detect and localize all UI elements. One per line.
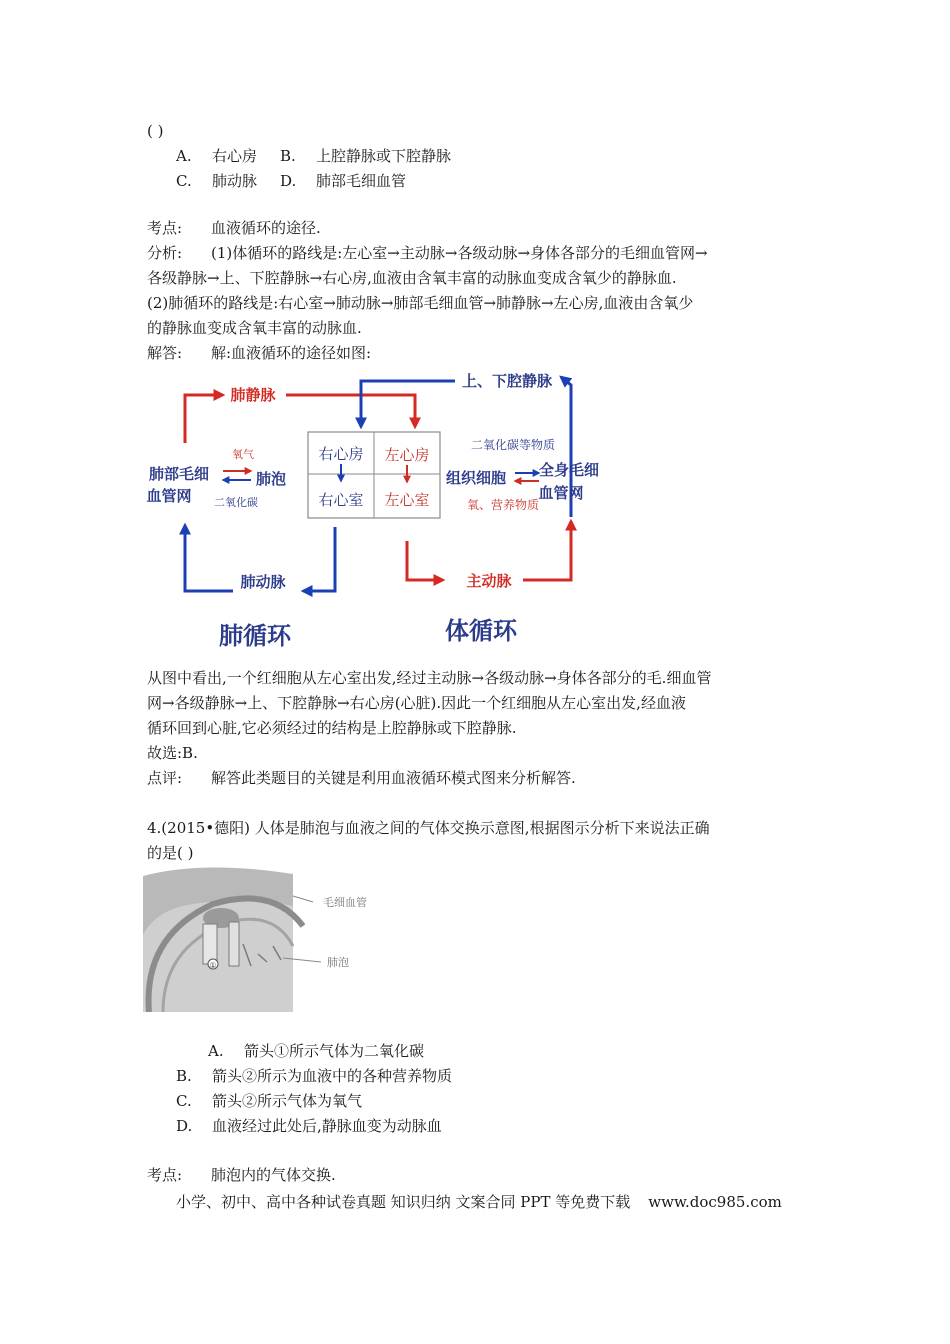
- systemic-circulation-title: 体循环: [445, 617, 517, 645]
- kaodian-row: [147, 218, 321, 238]
- jieda-text: 解:血液循环的途径如图:: [211, 344, 372, 362]
- pulmonary-circulation-title: 肺循环: [219, 622, 291, 650]
- option-a-text: 右心房: [212, 147, 258, 165]
- q4-option-c: [176, 1091, 362, 1111]
- q4-stem-line-1: 4.(2015•德阳) 人体是肺泡与血液之间的气体交换示意图,根据图示分析下来说法正确: [147, 819, 710, 837]
- fenxi-line-2b: 的静脉血变成含氧丰富的动脉血.: [147, 319, 362, 337]
- option-c-text: 肺动脉: [212, 172, 258, 190]
- kaodian-text: 血液循环的途径.: [211, 219, 321, 237]
- q4-kaodian-label: 考点:: [147, 1166, 183, 1184]
- q4-option-c-text: 箭头②所示气体为氧气: [212, 1092, 363, 1110]
- q4-option-a-label: A.: [208, 1042, 224, 1060]
- fenxi-label: 分析:: [147, 244, 183, 262]
- q4-option-a: [208, 1041, 424, 1061]
- dianping-text: 解答此类题目的关键是利用血液循环模式图来分析解答.: [211, 769, 576, 787]
- alveolus-label: 肺泡: [255, 470, 287, 488]
- option-row-cd: [176, 171, 406, 191]
- marker-1: ①: [209, 961, 217, 970]
- q4-option-d-label: D.: [176, 1117, 193, 1135]
- option-b-text: 上腔静脉或下腔静脉: [316, 147, 452, 165]
- option-a-label: A.: [176, 147, 192, 165]
- co2-lung-label: 二氧化碳: [214, 496, 258, 509]
- q4-option-d-text: 血液经过此处后,静脉血变为动脉血: [212, 1117, 442, 1135]
- footer-text: 小学、初中、高中各种试卷真题 知识归纳 文案合同 PPT 等免费下载: [176, 1193, 631, 1211]
- vena-cava-label: 上、下腔静脉: [461, 372, 553, 390]
- q4-option-a-text: 箭头①所示气体为二氧化碳: [244, 1042, 425, 1060]
- answer-paren: ( ): [147, 122, 164, 140]
- alveolus-photo-label: 肺泡: [327, 956, 349, 969]
- fenxi-line-1b: 各级静脉→上、下腔静脉→右心房,血液由含氧丰富的动脉血变成含氧少的静脉血.: [147, 269, 677, 287]
- kaodian-label: 考点:: [147, 219, 183, 237]
- lung-capillary-label-2: 血管网: [146, 487, 192, 505]
- right-atrium-label: 右心房: [318, 445, 364, 463]
- jieda-row: [147, 343, 371, 363]
- circulation-diagram: [143, 365, 603, 655]
- jieda-label: 解答:: [147, 344, 183, 362]
- option-row-ab: [176, 146, 451, 166]
- q4-kaodian-text: 肺泡内的气体交换.: [211, 1166, 336, 1184]
- conclusion-line-3: 循环回到心脏,它必须经过的结构是上腔静脉或下腔静脉.: [147, 719, 517, 737]
- oxygen-nutrients-label: 氧、营养物质: [466, 498, 540, 512]
- circulation-svg: [143, 365, 603, 655]
- conclusion-line-1: 从图中看出,一个红细胞从左心室出发,经过主动脉→各级动脉→身体各部分的毛.细血管: [147, 669, 712, 687]
- heart-grid: [308, 432, 440, 518]
- q4-option-b-text: 箭头②所示为血液中的各种营养物质: [212, 1067, 453, 1085]
- q4-option-b-label: B.: [176, 1067, 192, 1085]
- fenxi-line-1a: (1)体循环的路线是:左心室→主动脉→各级动脉→身体各部分的毛细血管网→: [211, 244, 708, 262]
- lung-capillary-label-1: 肺部毛细: [148, 465, 210, 483]
- q4-option-c-label: C.: [176, 1092, 192, 1110]
- alveolus-photo: [143, 866, 393, 1012]
- alveolus-svg: [143, 866, 393, 1012]
- footer: [176, 1192, 782, 1212]
- option-d-label: D.: [280, 172, 297, 190]
- pulmonary-artery-label: 肺动脉: [240, 573, 286, 591]
- oxygen-label: 氧气: [232, 448, 254, 461]
- aorta-label: 主动脉: [466, 572, 512, 590]
- tissue-cell-label: 组织细胞: [445, 469, 507, 487]
- q4-kaodian-row: [147, 1165, 336, 1185]
- fenxi-line-2a: (2)肺循环的路线是:右心室→肺动脉→肺部毛细血管→肺静脉→左心房,血液由含氧少: [147, 294, 694, 312]
- footer-link[interactable]: www.doc985.com: [648, 1193, 782, 1211]
- co2-substances-label: 二氧化碳等物质: [470, 438, 556, 452]
- option-d-text: 肺部毛细血管: [316, 172, 407, 190]
- option-b-label: B.: [280, 147, 296, 165]
- body-capillary-label-2: 血管网: [538, 484, 584, 502]
- conclusion-line-2: 网→各级静脉→上、下腔静脉→右心房(心脏).因此一个红细胞从左心室出发,经血液: [147, 694, 686, 712]
- dianping-label: 点评:: [147, 769, 183, 787]
- pulmonary-vein-label: 肺静脉: [230, 386, 276, 404]
- body-capillary-label-1: 全身毛细: [538, 461, 600, 479]
- capillary-label: 毛细血管: [323, 896, 367, 909]
- q4-stem-line-2: 的是( ): [147, 844, 194, 862]
- q4-option-d: [176, 1116, 442, 1136]
- option-c-label: C.: [176, 172, 192, 190]
- answer-line: 故选:B.: [147, 744, 198, 762]
- right-ventricle-label: 右心室: [318, 491, 364, 509]
- fenxi-row: [147, 243, 708, 263]
- left-atrium-label: 左心房: [384, 446, 430, 464]
- left-ventricle-label: 左心室: [384, 491, 430, 509]
- q4-option-b: [176, 1066, 452, 1086]
- dianping-row: [147, 768, 576, 788]
